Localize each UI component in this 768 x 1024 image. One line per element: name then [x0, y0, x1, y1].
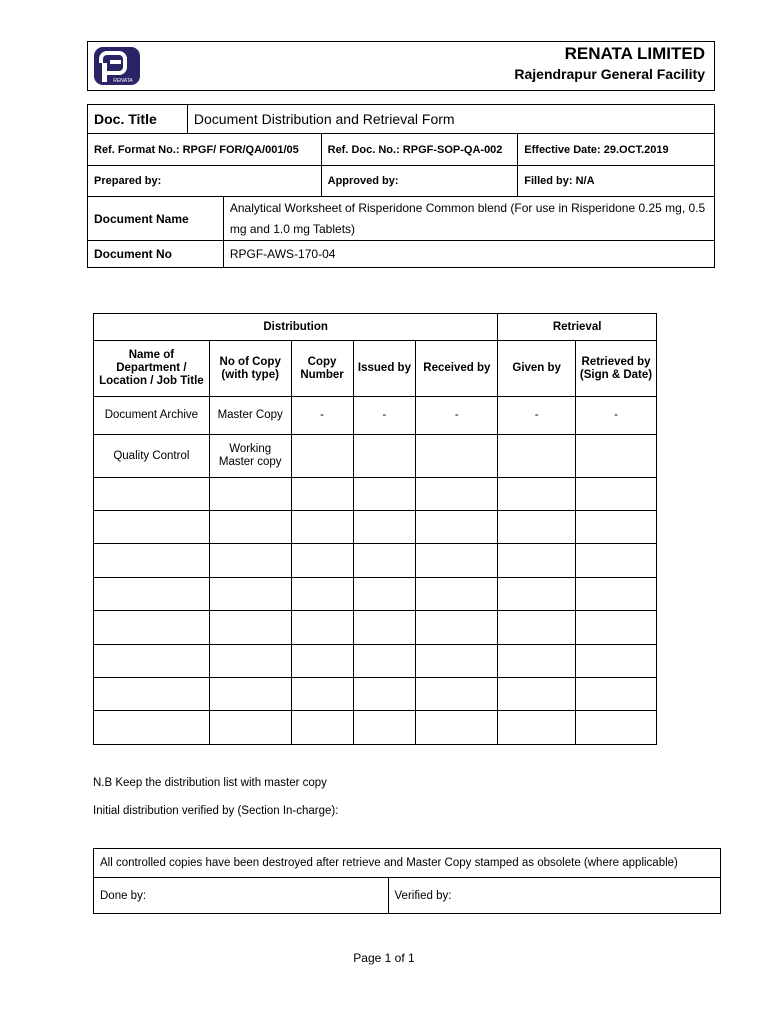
table-cell: Master Copy: [209, 397, 291, 435]
table-row: [94, 397, 657, 435]
table-cell: [498, 678, 576, 711]
renata-logo-icon: [93, 46, 141, 86]
document-name-row: [88, 197, 715, 241]
table-row: [94, 578, 657, 611]
table-cell: [209, 678, 291, 711]
ref-doc-no: Ref. Doc. No.: RPGF-SOP-QA-002: [321, 134, 518, 166]
table-cell: [291, 611, 353, 645]
table-cell: [416, 678, 498, 711]
ref-row: [88, 134, 715, 166]
table-row: [94, 478, 657, 511]
table-cell: [94, 611, 210, 645]
table-cell: [416, 711, 498, 745]
table-row: [94, 544, 657, 578]
table-cell: [209, 611, 291, 645]
retrieval-group-header: Retrieval: [498, 314, 657, 341]
table-cell: [209, 578, 291, 611]
table-cell: [209, 511, 291, 544]
col-header-retrieved-by: Retrieved by (Sign & Date): [576, 341, 657, 397]
table-cell: [353, 544, 416, 578]
effective-date: Effective Date: 29.OCT.2019: [518, 134, 715, 166]
doc-title-row: [88, 105, 715, 134]
table-cell: [353, 711, 416, 745]
table-cell: -: [576, 397, 657, 435]
table-cell: [94, 544, 210, 578]
table-cell: [353, 678, 416, 711]
table-cell: [576, 645, 657, 678]
page-number: Page 1 of 1: [353, 951, 415, 965]
table-cell: [416, 544, 498, 578]
statement-row: [94, 849, 721, 878]
table-cell: [291, 478, 353, 511]
table-cell: [416, 611, 498, 645]
table-cell: [353, 611, 416, 645]
table-row: [94, 435, 657, 478]
facility-name: Rajendrapur General Facility: [514, 66, 705, 82]
table-cell: [353, 645, 416, 678]
table-cell: [576, 678, 657, 711]
doc-title-value: Document Distribution and Retrieval Form: [187, 105, 714, 134]
document-info-table: [87, 104, 715, 268]
group-header-row: [94, 314, 657, 341]
table-cell: [94, 478, 210, 511]
filled-by: Filled by: N/A: [518, 166, 715, 197]
table-cell: [498, 578, 576, 611]
destruction-statement: All controlled copies have been destroyed after retrieve and Master Copy stamped as obsolete (where applicable): [94, 849, 721, 878]
document-header: [87, 41, 715, 91]
column-header-row: [94, 341, 657, 397]
col-header-received-by: Received by: [416, 341, 498, 397]
table-cell: [498, 711, 576, 745]
col-header-given-by: Given by: [498, 341, 576, 397]
table-cell: Document Archive: [94, 397, 210, 435]
document-name-value: Analytical Worksheet of Risperidone Common blend (For use in Risperidone 0.25 mg, 0.5 mg and 1.0 mg Tablets): [223, 197, 714, 241]
table-cell: [291, 511, 353, 544]
signoff-row: [94, 878, 721, 914]
approved-by: Approved by:: [321, 166, 518, 197]
table-cell: [291, 678, 353, 711]
table-cell: Working Master copy: [209, 435, 291, 478]
doc-title-label: Doc. Title: [88, 105, 188, 134]
col-header-issued-by: Issued by: [353, 341, 416, 397]
col-header-department: Name of Department / Location / Job Title: [94, 341, 210, 397]
table-cell: [576, 544, 657, 578]
table-row: [94, 511, 657, 544]
table-cell: [209, 544, 291, 578]
table-cell: Quality Control: [94, 435, 210, 478]
company-name: RENATA LIMITED: [564, 44, 705, 63]
table-cell: [498, 645, 576, 678]
table-cell: [94, 678, 210, 711]
table-cell: [209, 478, 291, 511]
table-cell: -: [353, 397, 416, 435]
done-by: Done by:: [94, 878, 389, 914]
table-cell: [291, 711, 353, 745]
table-cell: [94, 711, 210, 745]
table-row: [94, 678, 657, 711]
table-cell: [498, 544, 576, 578]
table-row: [94, 645, 657, 678]
table-row: [94, 711, 657, 745]
table-cell: [576, 478, 657, 511]
table-cell: [209, 645, 291, 678]
svg-text:RENATA: RENATA: [113, 78, 133, 84]
table-cell: -: [291, 397, 353, 435]
table-cell: [291, 645, 353, 678]
table-cell: [291, 578, 353, 611]
table-cell: [353, 578, 416, 611]
table-cell: [416, 435, 498, 478]
col-header-copy-number: Copy Number: [291, 341, 353, 397]
table-cell: [498, 435, 576, 478]
table-cell: -: [498, 397, 576, 435]
table-cell: [416, 578, 498, 611]
distribution-table: [93, 313, 657, 745]
table-cell: [498, 478, 576, 511]
table-cell: [576, 611, 657, 645]
ref-format-no: Ref. Format No.: RPGF/ FOR/QA/001/05: [88, 134, 322, 166]
table-cell: [353, 511, 416, 544]
distribution-group-header: Distribution: [94, 314, 498, 341]
initial-distribution-verification: Initial distribution verified by (Section In-charge):: [93, 805, 339, 817]
table-cell: [94, 578, 210, 611]
document-no-value: RPGF-AWS-170-04: [223, 241, 714, 268]
table-cell: [416, 478, 498, 511]
table-cell: [209, 711, 291, 745]
prepared-by: Prepared by:: [88, 166, 322, 197]
table-cell: [416, 645, 498, 678]
table-cell: [94, 511, 210, 544]
table-cell: [576, 435, 657, 478]
signatures-row: [88, 166, 715, 197]
distribution-note: N.B Keep the distribution list with master copy: [93, 777, 327, 789]
table-cell: [94, 645, 210, 678]
obsolete-confirmation-table: [93, 848, 721, 914]
table-cell: [576, 711, 657, 745]
document-no-label: Document No: [88, 241, 224, 268]
table-cell: [416, 511, 498, 544]
table-row: [94, 611, 657, 645]
table-cell: [353, 435, 416, 478]
table-cell: -: [416, 397, 498, 435]
table-cell: [353, 478, 416, 511]
verified-by: Verified by:: [388, 878, 720, 914]
table-cell: [576, 511, 657, 544]
table-cell: [498, 511, 576, 544]
document-no-row: [88, 241, 715, 268]
table-cell: [291, 435, 353, 478]
col-header-no-of-copy: No of Copy (with type): [209, 341, 291, 397]
document-name-label: Document Name: [88, 197, 224, 241]
table-cell: [576, 578, 657, 611]
table-cell: [498, 611, 576, 645]
table-cell: [291, 544, 353, 578]
